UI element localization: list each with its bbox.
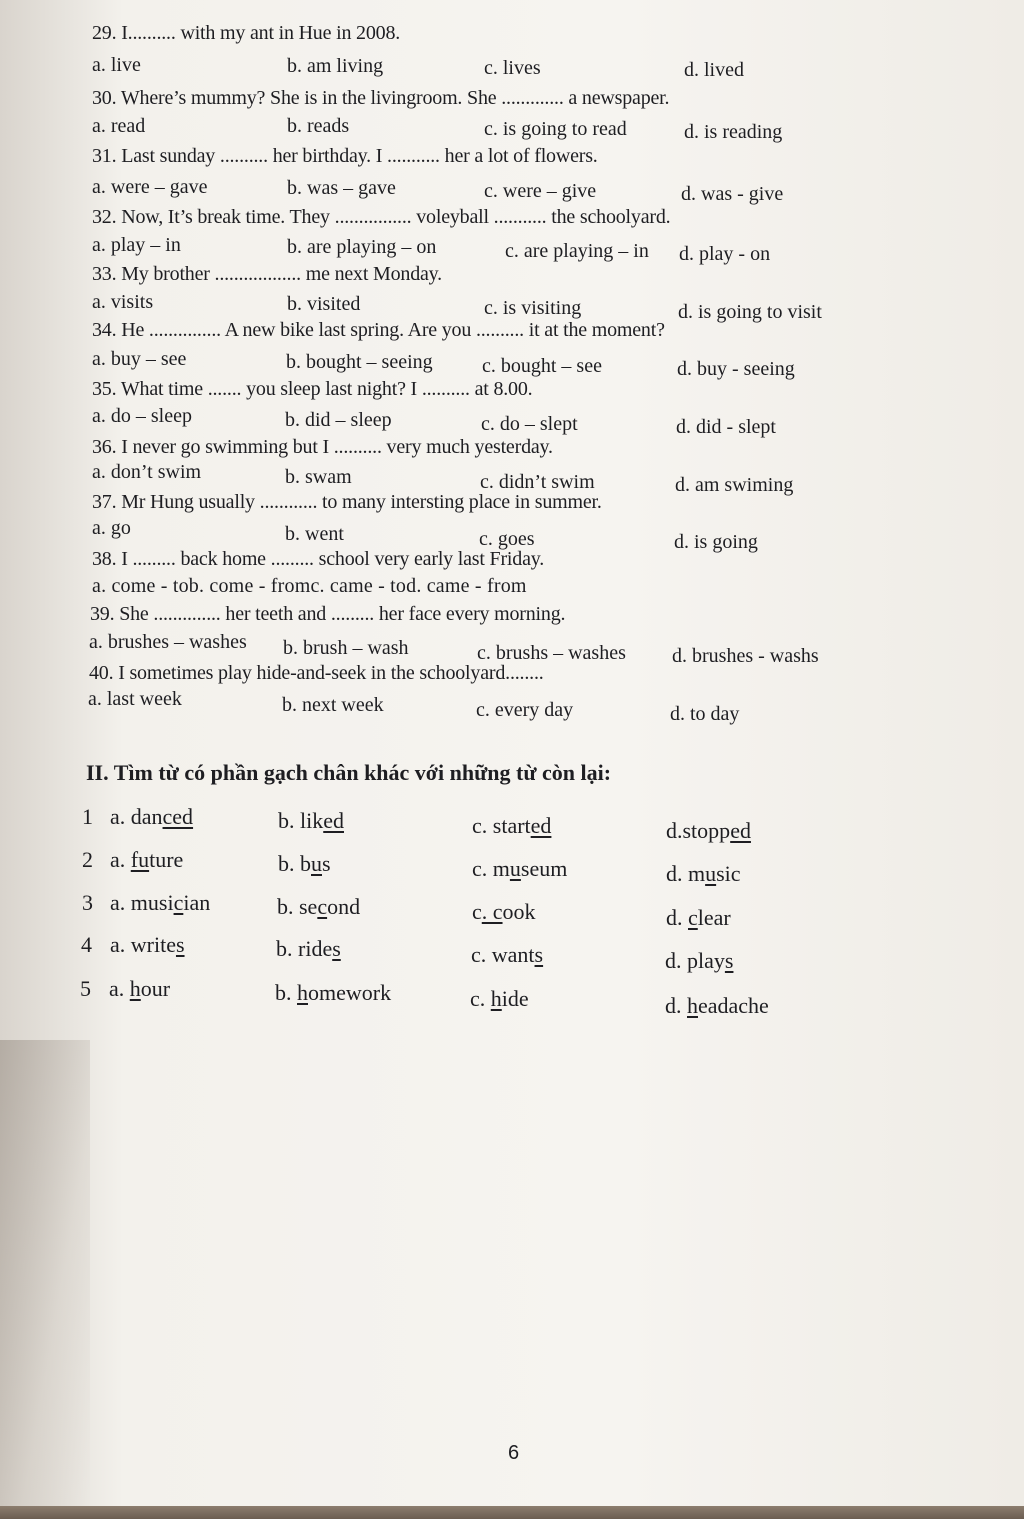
row-2-option-a: a. future — [110, 847, 184, 872]
option-37-a: a. go — [92, 517, 131, 539]
option-34-c: c. bought – see — [482, 355, 602, 377]
option-32-c: c. are playing – in — [505, 240, 649, 262]
option-38-line: a. come - tob. come - fromc. came - tod. came - from — [92, 575, 527, 597]
row-5-option-a: a. hour — [109, 976, 171, 1001]
question-35: 35. What time ....... you sleep last night? I .......... at 8.00. — [92, 378, 533, 400]
option-33-a: a. visits — [92, 291, 154, 313]
option-40-b: b. next week — [282, 694, 384, 716]
option-29-d: d. lived — [684, 59, 744, 81]
option-31-d: d. was - give — [681, 183, 784, 205]
option-39-a: a. brushes – washes — [89, 631, 247, 653]
row-3-option-d: d. clear — [666, 905, 731, 930]
question-39: 39. She .............. her teeth and ......... her face every morning. — [90, 603, 566, 625]
option-40-a: a. last week — [88, 688, 182, 710]
row-3-number: 3 — [82, 890, 93, 915]
option-30-b: b. reads — [287, 115, 350, 137]
option-29-b: b. am living — [287, 55, 384, 77]
option-37-d: d. is going — [674, 531, 758, 553]
option-30-c: c. is going to read — [484, 118, 627, 140]
row-1-option-a: a. danced — [110, 804, 194, 829]
question-30: 30. Where’s mummy? She is in the livingroom. She ............. a newspaper. — [92, 87, 670, 109]
row-2-option-d: d. music — [666, 861, 741, 886]
question-32: 32. Now, It’s break time. They ................ voleyball ........... the schoolyard. — [92, 206, 671, 228]
option-36-d: d. am swiming — [675, 474, 794, 496]
option-39-c: c. brushs – washes — [477, 642, 626, 664]
row-4-option-c: c. wants — [471, 942, 544, 967]
option-34-d: d. buy - seeing — [677, 358, 795, 380]
row-3-option-b: b. second — [277, 894, 361, 919]
option-34-b: b. bought – seeing — [286, 351, 433, 373]
option-33-c: c. is visiting — [484, 297, 582, 319]
row-4-option-a: a. writes — [110, 932, 185, 957]
row-1-option-c: c. started — [472, 813, 552, 838]
row-2-option-c: c. museum — [472, 856, 568, 881]
row-5-number: 5 — [80, 976, 91, 1001]
option-39-b: b. brush – wash — [283, 637, 409, 659]
option-40-d: d. to day — [670, 703, 740, 725]
page-bottom-edge — [0, 1506, 1024, 1519]
row-4-number: 4 — [81, 932, 92, 957]
row-5-option-d: d. headache — [665, 993, 769, 1018]
option-34-a: a. buy – see — [92, 348, 187, 370]
row-5-option-c: c. hide — [470, 986, 529, 1011]
row-4-option-d: d. plays — [665, 948, 734, 973]
option-35-a: a. do – sleep — [92, 405, 192, 427]
option-35-d: d. did - slept — [676, 416, 776, 438]
row-1-number: 1 — [82, 804, 93, 829]
question-36: 36. I never go swimming but I .......... very much yesterday. — [92, 436, 553, 458]
option-31-c: c. were – give — [484, 180, 597, 202]
question-34: 34. He ............... A new bike last spring. Are you .......... it at the moment? — [92, 319, 665, 341]
page-number: 6 — [508, 1442, 520, 1464]
option-29-c: c. lives — [484, 57, 541, 79]
option-33-d: d. is going to visit — [678, 301, 822, 323]
option-31-b: b. was – gave — [287, 177, 396, 199]
question-37: 37. Mr Hung usually ............ to many intersting place in summer. — [92, 491, 602, 513]
row-3-option-c: c. cook — [472, 899, 536, 924]
row-2-option-b: b. bus — [278, 851, 331, 876]
option-36-b: b. swam — [285, 466, 352, 488]
section-2-title: II. Tìm từ có phần gạch chân khác với những từ còn lại: — [86, 760, 612, 785]
option-29-a: a. live — [92, 54, 141, 76]
row-2-number: 2 — [82, 847, 93, 872]
option-32-b: b. are playing – on — [287, 236, 437, 258]
option-40-c: c. every day — [476, 699, 574, 721]
question-40: 40. I sometimes play hide-and-seek in the schoolyard........ — [89, 662, 544, 684]
row-1-option-d: d.stopped — [666, 818, 751, 843]
option-35-c: c. do – slept — [481, 413, 578, 435]
option-37-c: c. goes — [479, 528, 535, 550]
option-32-a: a. play – in — [92, 234, 181, 256]
question-31: 31. Last sunday .......... her birthday. I ........... her a lot of flowers. — [92, 145, 598, 167]
option-31-a: a. were – gave — [92, 176, 208, 198]
option-30-a: a. read — [92, 115, 146, 137]
option-39-d: d. brushes - washs — [672, 645, 819, 667]
option-37-b: b. went — [285, 523, 344, 545]
row-1-option-b: b. liked — [278, 808, 344, 833]
question-33: 33. My brother .................. me next Monday. — [92, 263, 442, 285]
question-29: 29. I.......... with my ant in Hue in 2008. — [92, 22, 401, 44]
question-38: 38. I ......... back home ......... school very early last Friday. — [92, 548, 545, 570]
row-4-option-b: b. rides — [276, 936, 341, 961]
row-3-option-a: a. musician — [110, 890, 211, 915]
option-36-c: c. didn’t swim — [480, 471, 595, 493]
option-30-d: d. is reading — [684, 121, 783, 143]
row-5-option-b: b. homework — [275, 980, 392, 1005]
option-36-a: a. don’t swim — [92, 461, 202, 483]
option-32-d: d. play - on — [679, 243, 771, 265]
option-35-b: b. did – sleep — [285, 409, 392, 431]
option-33-b: b. visited — [287, 293, 361, 315]
